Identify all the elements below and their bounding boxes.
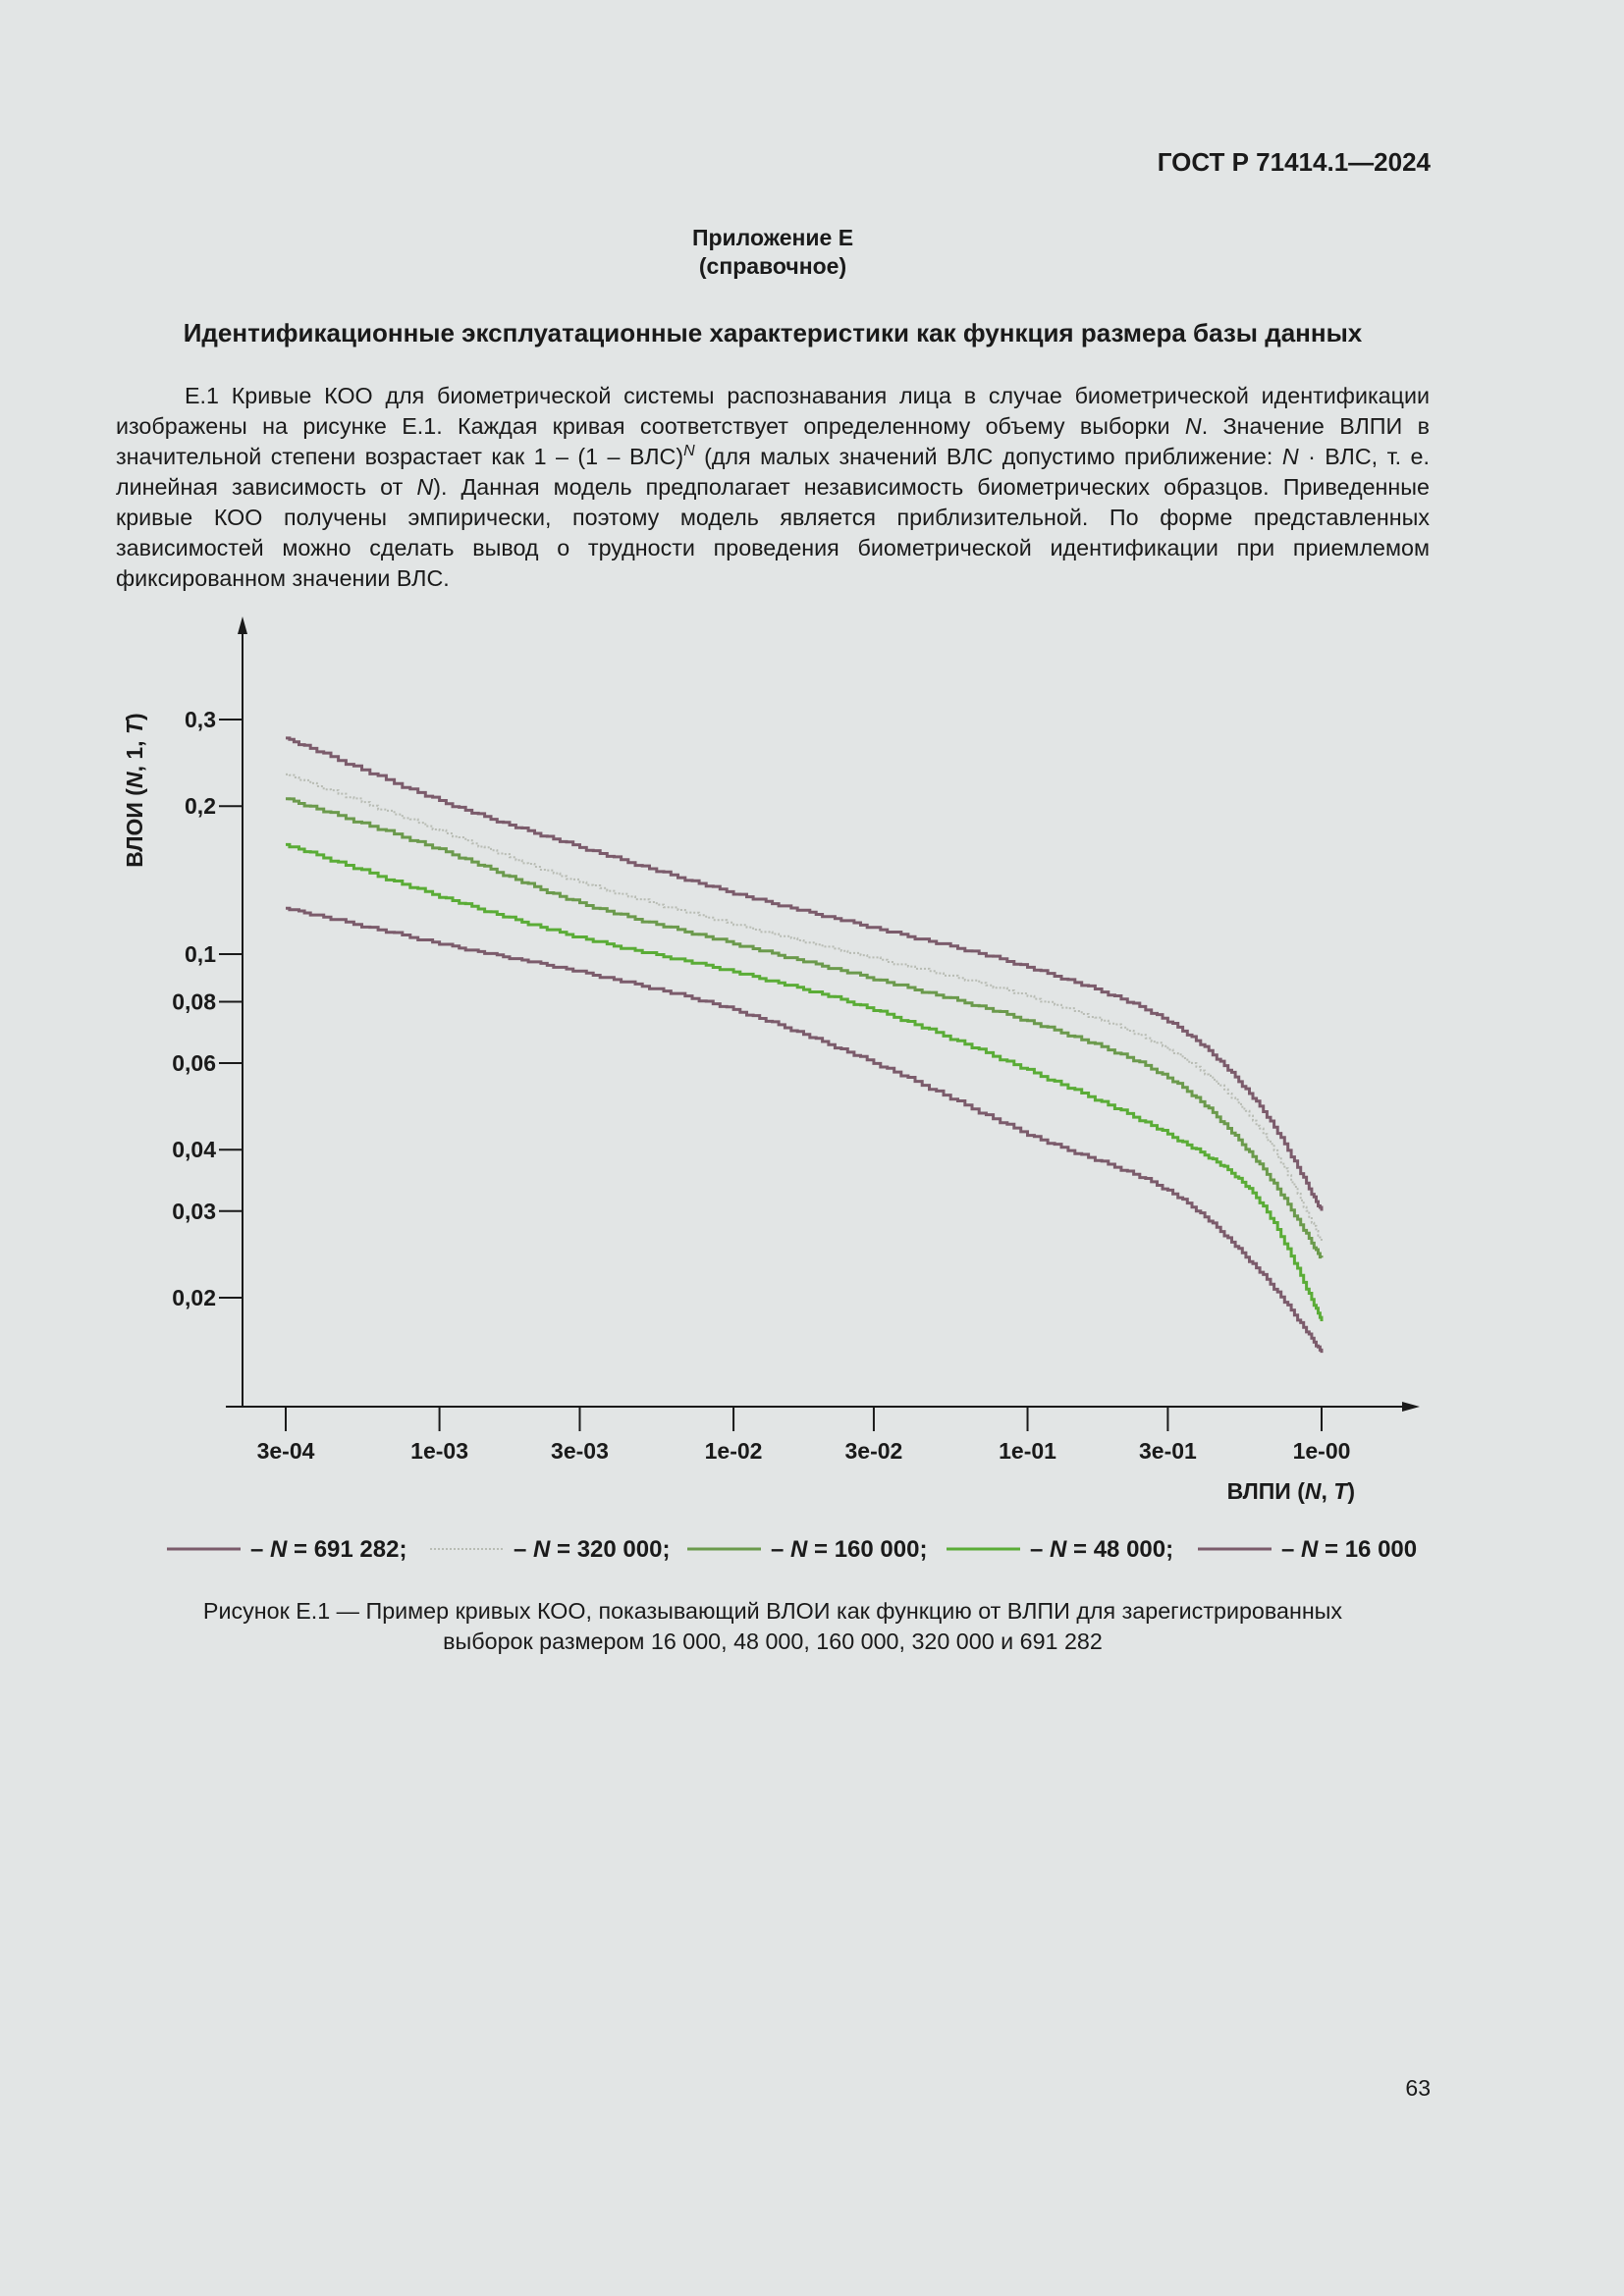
annex-title: Приложение Е xyxy=(691,225,854,250)
legend-label-2: – N = 320 000; xyxy=(514,1536,671,1563)
y-tick-label: 0,08 xyxy=(172,988,216,1015)
legend-label-4: – N = 48 000; xyxy=(1030,1536,1174,1563)
x-axis-label: ВЛПИ (N, T) xyxy=(1226,1478,1355,1504)
x-tick-label: 1e-02 xyxy=(704,1438,763,1464)
standard-number: ГОСТ Р 71414.1—2024 xyxy=(1157,147,1431,177)
y-tick-label: 0,02 xyxy=(172,1285,216,1310)
annex-subtitle: (справочное) xyxy=(698,253,847,279)
legend-label-5: – N = 16 000 xyxy=(1281,1536,1418,1563)
paragraph-text: ). Данная модель предполагает независимость биометрических образцов. Приведенные кривые КОО получены эмпирически, поэтому модель является приблизительной. По форме представленных зависимостей можно сделать вывод о трудности проведения биометрической идентификации при приемлемом фиксированном значении ВЛС. xyxy=(116,474,1430,591)
paragraph-text: . Значение ВЛПИ в значительной степени возрастает как 1 – (1 – ВЛС) xyxy=(116,413,1430,469)
series-line-2 xyxy=(286,774,1322,1241)
page-number: 63 xyxy=(1405,2075,1431,2101)
y-tick-label: 0,04 xyxy=(172,1137,216,1163)
x-axis-arrow xyxy=(1402,1402,1420,1412)
x-tick-label: 1e-03 xyxy=(410,1438,469,1464)
y-tick-label: 0,3 xyxy=(185,707,216,732)
paragraph-text: (для малых значений ВЛС допустимо приближение: xyxy=(694,444,1282,469)
x-tick-label: 3e-03 xyxy=(551,1438,609,1464)
series-line-1 xyxy=(286,738,1322,1211)
paragraph-text: · ВЛС, т. е. линейная зависимость от xyxy=(116,444,1430,500)
y-axis-label: ВЛОИ (N, 1, T) xyxy=(122,713,147,868)
legend-label-1: – N = 691 282; xyxy=(250,1536,407,1563)
section-title: Идентификационные эксплуатационные характеристики как функция размера базы данных xyxy=(183,318,1363,347)
y-tick-label: 0,2 xyxy=(185,793,216,820)
y-tick-label: 0,1 xyxy=(185,940,216,967)
chart-axes xyxy=(226,616,1420,1412)
figure-caption xyxy=(116,1596,1430,1657)
legend-label-3: – N = 160 000; xyxy=(771,1536,928,1563)
variable-n: N xyxy=(416,474,434,500)
superscript-n: N xyxy=(683,443,695,460)
y-axis-arrow xyxy=(238,616,247,634)
y-tick-label: 0,03 xyxy=(172,1198,216,1224)
caption-line-2: выборок размером 16 000, 48 000, 160 000, 320 000 и 691 282 xyxy=(443,1629,1103,1654)
paragraph-text: Е.1 Кривые КОО для биометрической системы распознавания лица в случае биометрической идентификации изображены на рисунке Е.1. Каждая кривая соответствует определенному объему выборки xyxy=(116,383,1430,439)
series-line-4 xyxy=(286,844,1322,1321)
x-tick-label: 3e-01 xyxy=(1138,1438,1197,1464)
caption-line-1: Рисунок Е.1 — Пример кривых КОО, показывающий ВЛОИ как функцию от ВЛПИ для зарегистрированных xyxy=(202,1598,1343,1624)
y-tick-label: 0,06 xyxy=(172,1050,216,1077)
x-tick-label: 3e-04 xyxy=(256,1438,315,1464)
variable-n: N xyxy=(1184,413,1202,439)
x-tick-label: 1e-01 xyxy=(999,1438,1056,1464)
x-tick-label: 1e-00 xyxy=(1292,1438,1351,1464)
x-tick-label: 3e-02 xyxy=(844,1438,903,1464)
variable-n: N xyxy=(1281,444,1299,469)
